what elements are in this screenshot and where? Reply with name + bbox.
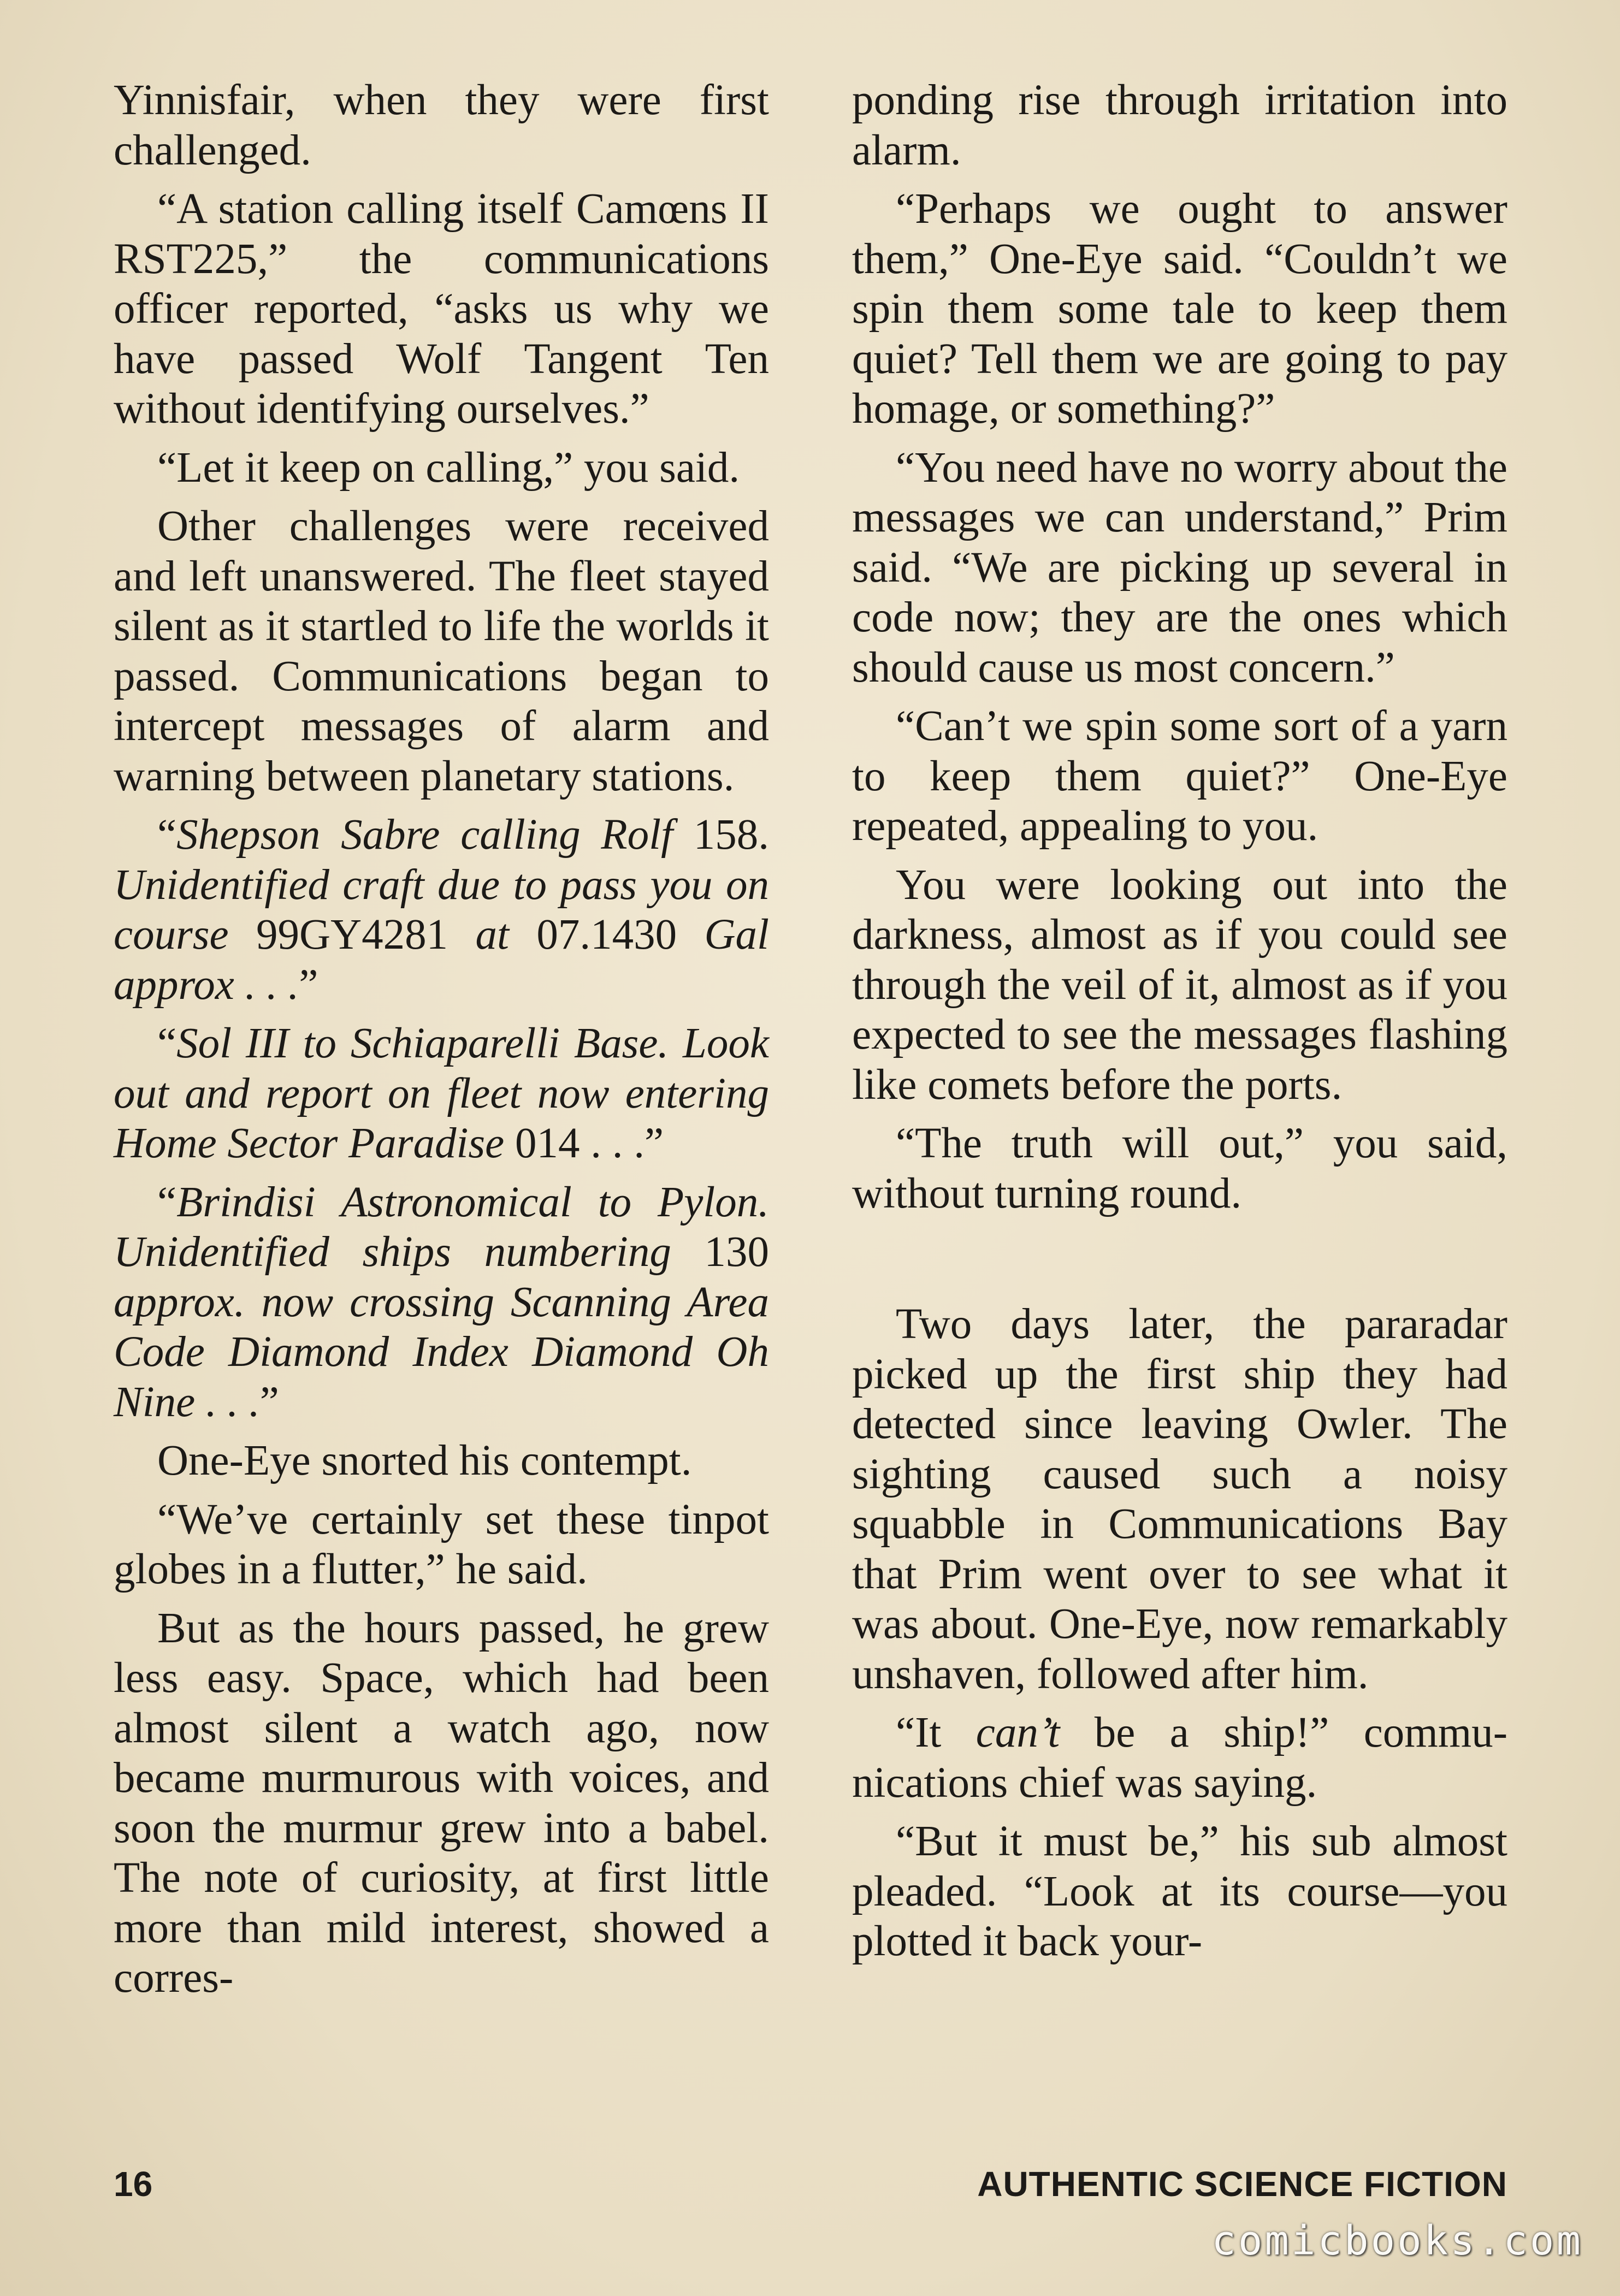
- paragraph: “Let it keep on calling,” you said.: [157, 443, 740, 492]
- text-span: ”: [299, 961, 318, 1009]
- paragraph: You were looking out into the darkness, almost as if you could see through the veil of it, almost as if you expected to see the messages flashing like comets before the ports.: [852, 861, 1507, 1109]
- text-span: ”: [259, 1378, 279, 1426]
- paragraph: “The truth will out,” you said, without turning round.: [852, 1120, 1507, 1217]
- italic-span: Brindisi Astronomical to Pylon. Unidentified ships numbering: [114, 1178, 769, 1276]
- text-span: 130: [671, 1228, 769, 1276]
- paragraph: “Perhaps we ought to answer them,” One-Eye said. “Couldn’t we spin them some tale to keep them quiet? Tell them we are going to pay homage, or something?”: [852, 185, 1507, 433]
- italic-span: can’t: [975, 1709, 1060, 1756]
- italic-span: Shepson Sabre calling Rolf: [176, 811, 673, 859]
- paragraph: “Can’t we spin some sort of a yarn to keep them quiet?” One-Eye repeated, appealing to you.: [852, 702, 1507, 850]
- text-span: “: [157, 1020, 177, 1067]
- text-span: “: [157, 1178, 177, 1226]
- text-span: 158.: [673, 811, 770, 859]
- paragraph: “You need have no worry about the messages we can understand,” Prim said. “We are picking up several in code now; they are the ones which should cause us most concern.”: [852, 443, 1507, 691]
- text-span: “: [157, 811, 177, 859]
- text-span: 07.1430: [509, 911, 705, 958]
- radio-message-paragraph: [114, 810, 769, 1010]
- watermark: comicbooks.com: [1211, 2217, 1583, 2264]
- italic-span: at: [475, 911, 509, 958]
- left-text-column: [114, 75, 769, 2012]
- paragraph: “A station calling itself Camœns II RST225,” the communications officer reported, “asks us why we have passed Wolf Tangent Ten without identifying ourselves.”: [114, 185, 769, 433]
- paragraph: ponding rise through irritation into alarm.: [852, 76, 1507, 174]
- text-span: be a ship!” communications chief was saying.: [852, 1709, 1507, 1807]
- paragraph: One-Eye snorted his contempt.: [157, 1437, 692, 1484]
- right-text-column: [852, 75, 1507, 1975]
- text-span: 99GY4281: [228, 911, 476, 958]
- paragraph: Yinnisfair, when they were first challenged.: [114, 76, 769, 174]
- paragraph: Two days later, the pararadar picked up the first ship they had detected since leaving Owler. The sighting caused such a noisy squabble in Communications Bay that Prim went over to see what it was about. One-Eye, now remarkably unshaven, followed after him.: [852, 1300, 1507, 1698]
- paragraph: [852, 1708, 1507, 1808]
- italic-span: approx. now crossing Scanning Area Code Diamond Index Diamond Oh Nine . . .: [114, 1278, 769, 1426]
- running-title: AUTHENTIC SCIENCE FICTION: [977, 2164, 1507, 2204]
- paragraph: “But it must be,” his sub almost pleaded. “Look at its course—you plotted it back your-: [852, 1818, 1507, 1965]
- radio-message-paragraph: [114, 1019, 769, 1169]
- paragraph: Other challenges were received and left unanswered. The fleet stayed silent as it startled to life the worlds it passed. Communications began to intercept messages of alarm and warning between planetary stations.: [114, 502, 769, 800]
- text-span: 014 . . .”: [504, 1120, 664, 1167]
- text-span: “It: [896, 1709, 976, 1756]
- page-number: 16: [114, 2164, 153, 2204]
- paragraph: “We’ve certainly set these tinpot globes in a flutter,” he said.: [114, 1495, 769, 1593]
- radio-message-paragraph: [114, 1177, 769, 1428]
- paragraph: But as the hours passed, he grew less easy. Space, which had been almost silent a watch ago, now became murmurous with voices, and soon the murmur grew into a babel. The note of curiosity, at first little more than mild interest, showed a corres-: [114, 1604, 769, 2002]
- italic-span: Sol III to Schiaparelli Base. Look out and report on fleet now entering Home Sector Paradise: [114, 1020, 769, 1167]
- italic-span: Gal approx . . .: [114, 911, 769, 1009]
- italic-span: Unidentified craft due to pass you on course: [114, 861, 769, 958]
